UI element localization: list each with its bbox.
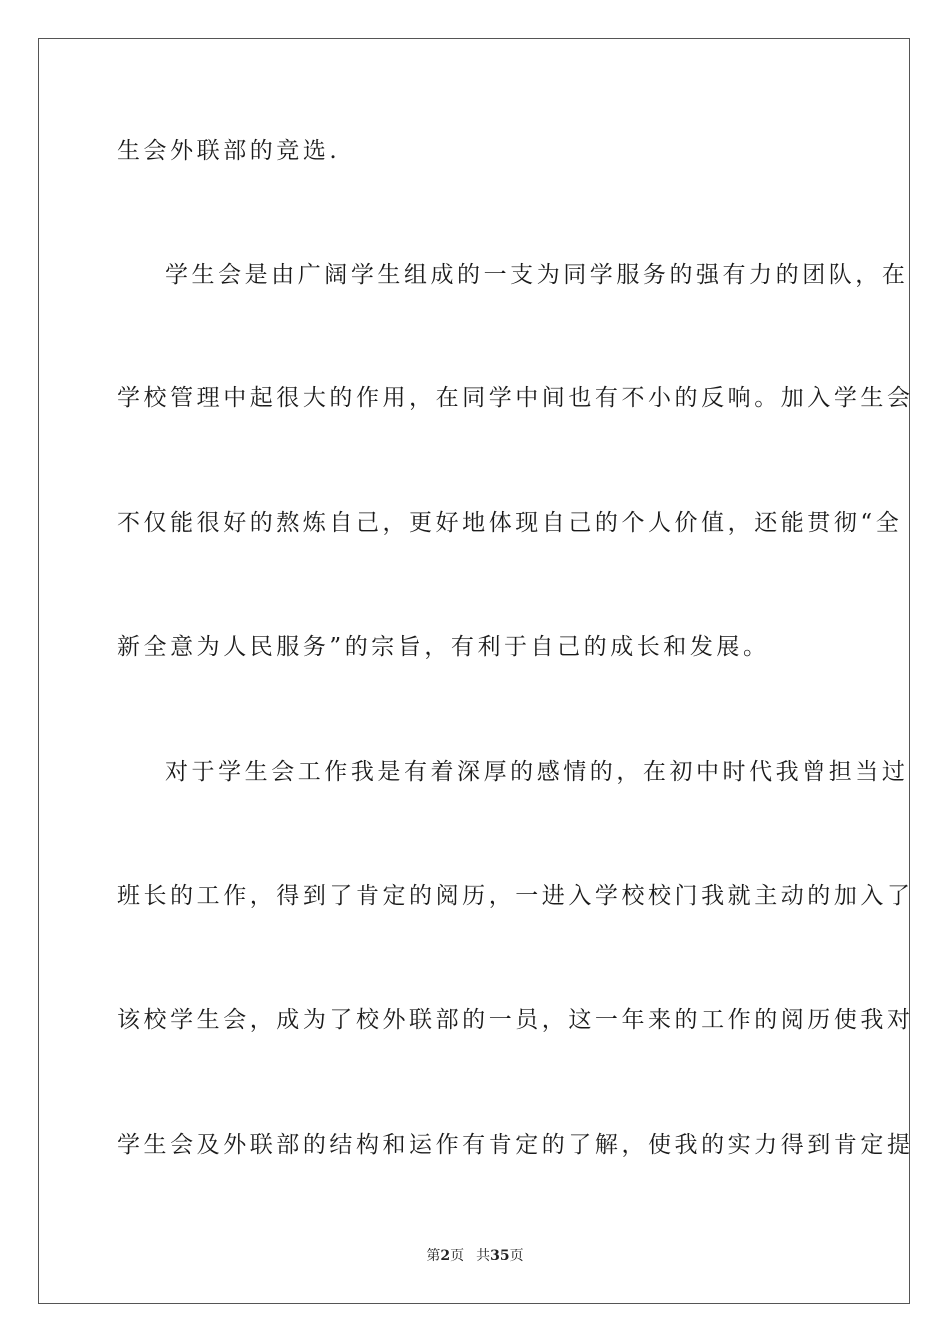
total-prefix: 共 xyxy=(476,1248,491,1264)
text-line-3: 学校管理中起很大的作用，在同学中间也有不小的反响。加入学生会 xyxy=(117,385,914,411)
page-suffix: 页 xyxy=(450,1248,465,1264)
total-suffix: 页 xyxy=(509,1248,524,1264)
text-line-6: 对于学生会工作我是有着深厚的感情的，在初中时代我曾担当过 xyxy=(165,759,909,785)
text-line-1: 生会外联部的竞选. xyxy=(117,138,341,164)
text-line-4: 不仅能很好的熬炼自己，更好地体现自己的个人价值，还能贯彻“全 xyxy=(117,510,903,536)
text-line-5: 新全意为人民服务”的宗旨，有利于自己的成长和发展。 xyxy=(117,634,770,660)
page-frame xyxy=(38,38,910,1304)
text-line-8: 该校学生会，成为了校外联部的一员，这一年来的工作的阅历使我对 xyxy=(117,1007,914,1033)
total-pages: 35 xyxy=(490,1248,510,1264)
text-line-2: 学生会是由广阔学生组成的一支为同学服务的强有力的团队，在 xyxy=(165,262,909,288)
text-line-7: 班长的工作，得到了肯定的阅历，一进入学校校门我就主动的加入了 xyxy=(117,883,914,909)
page-prefix: 第 xyxy=(426,1248,441,1264)
page-footer xyxy=(0,1246,950,1266)
page-number: 2 xyxy=(440,1248,451,1264)
text-line-9: 学生会及外联部的结构和运作有肯定的了解，使我的实力得到肯定提 xyxy=(117,1132,914,1158)
